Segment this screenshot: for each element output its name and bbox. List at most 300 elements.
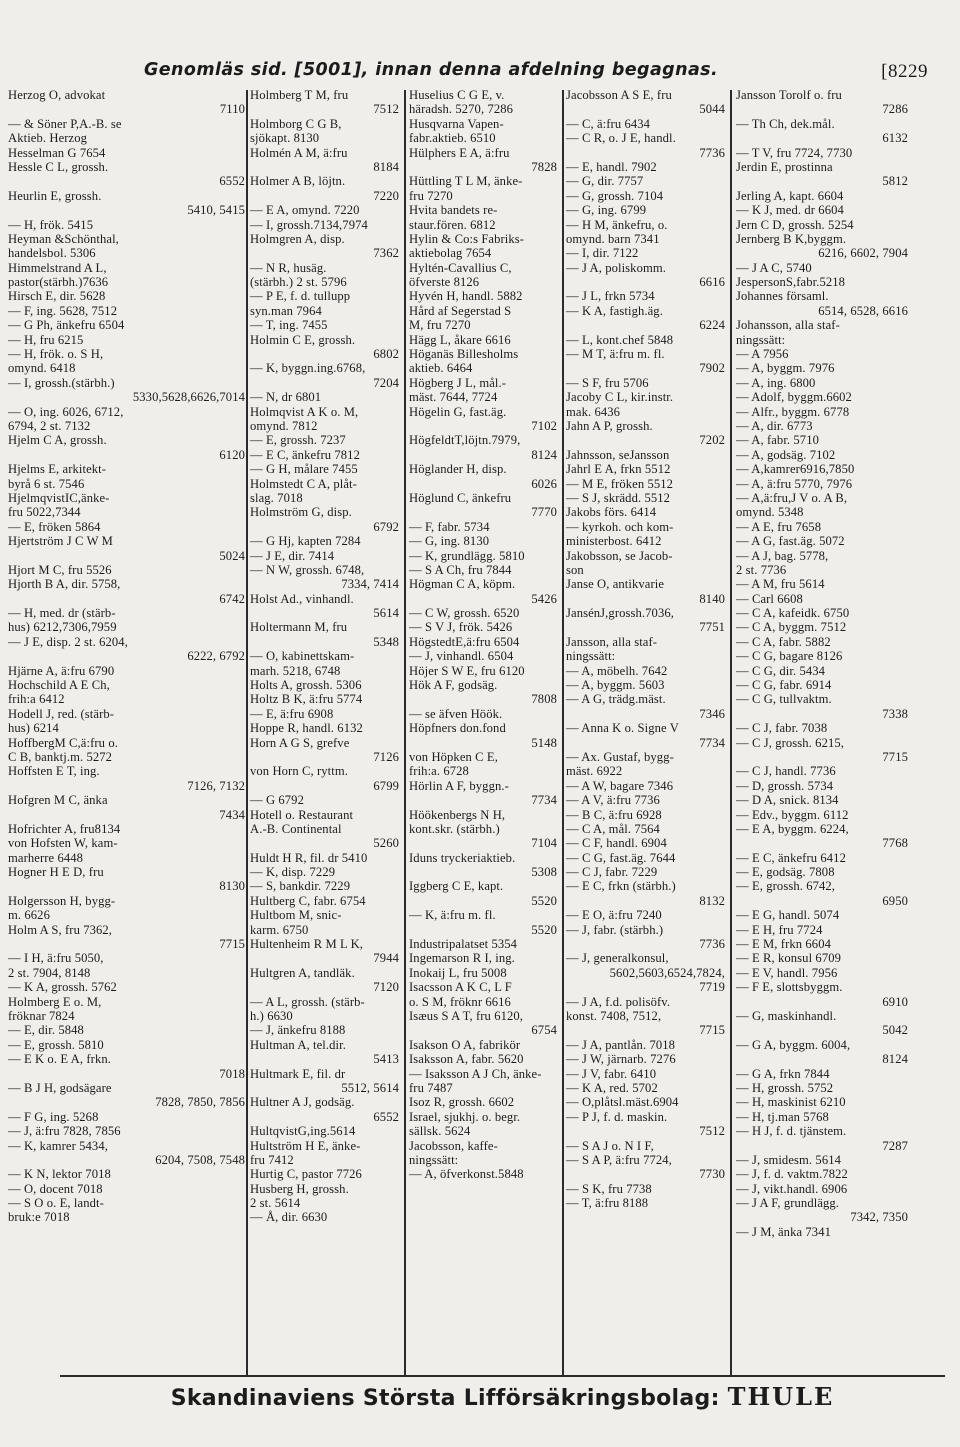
- directory-entry-line: — C W, grossh. 6520: [409, 606, 520, 621]
- directory-entry-line: handelsbol. 5306: [8, 246, 96, 261]
- directory-entry-line: HögfeldtT,löjtn.7979,: [409, 433, 521, 448]
- directory-entry-line: — H, frök. 5415: [8, 217, 94, 232]
- directory-column-4: [564, 88, 729, 1368]
- directory-entry-line: — A, dir. 6773: [736, 418, 813, 433]
- directory-entry-line: Hjertström J C W M: [8, 534, 113, 549]
- directory-entry-line: 5330,5628,6626,7014: [132, 390, 245, 405]
- footer-advertisement: [60, 1382, 945, 1418]
- directory-entry-line: — J, änkefru 8188: [250, 1023, 346, 1038]
- directory-entry-line: — Carl 6608: [736, 591, 803, 606]
- directory-entry-line: Höglund C, änkefru: [409, 490, 512, 505]
- directory-entry-line: HoffbergM C,ä:fru o.: [8, 735, 118, 750]
- directory-entry-line: Hyvén H, handl. 5882: [409, 289, 523, 304]
- directory-entry-line: — se äfven Höök.: [409, 706, 503, 721]
- directory-entry-line: Hylin & Co:s Fabriks-: [409, 231, 525, 246]
- directory-entry-line: 5148: [531, 735, 557, 750]
- directory-entry-line: — E A, byggm. 6224,: [736, 821, 849, 836]
- directory-entry-line: Iggberg C E, kapt.: [409, 879, 504, 894]
- directory-entry-line: — S V J, frök. 5426: [409, 620, 513, 635]
- directory-entry-line: 6132: [882, 131, 908, 146]
- directory-entry-line: Himmelstrand A L,: [8, 260, 107, 275]
- directory-entry-line: Hvita bandets re-: [409, 203, 498, 218]
- directory-entry-line: 7126: [373, 749, 399, 764]
- directory-entry-line: aktieb. 6464: [409, 361, 473, 376]
- directory-entry-line: — G 6792: [250, 793, 304, 808]
- directory-entry-line: 7362: [373, 246, 399, 261]
- directory-entry-line: 7751: [699, 620, 725, 635]
- directory-entry-line: — A G, fast.äg. 5072: [736, 534, 845, 549]
- directory-entry-line: 7342, 7350: [850, 1210, 908, 1225]
- directory-entry-line: 2 st. 7904, 8148: [8, 965, 91, 980]
- directory-entry-line: Hesselman G 7654: [8, 145, 106, 160]
- directory-entry-line: 7338: [882, 706, 908, 721]
- directory-entry-line: Jacoby C L, kir.instr.: [566, 390, 674, 405]
- directory-entry-line: — T V, fru 7724, 7730: [736, 145, 853, 160]
- directory-entry-line: marherre 6448: [8, 850, 84, 865]
- directory-entry-line: 6204, 7508, 7548: [155, 1152, 245, 1167]
- directory-entry-line: Hofgren M C, änka: [8, 793, 108, 808]
- directory-entry-line: Holmborg C G B,: [250, 116, 342, 131]
- directory-entry-line: 2 st. 5614: [250, 1196, 301, 1211]
- directory-entry-line: — A M, fru 5614: [736, 577, 825, 592]
- directory-entry-line: 7736: [699, 145, 725, 160]
- directory-entry-line: — J W, järnarb. 7276: [566, 1052, 676, 1067]
- directory-entry-line: Hessle C L, grossh.: [8, 159, 109, 174]
- directory-entry-line: — Adolf, byggm.6602: [736, 390, 852, 405]
- directory-entry-line: — D, grossh. 5734: [736, 778, 834, 793]
- directory-entry-line: Hultner A J, godsäg.: [250, 1095, 355, 1110]
- directory-entry-line: — C J, handl. 7736: [736, 764, 836, 779]
- directory-entry-line: Holts A, grossh. 5306: [250, 678, 362, 693]
- directory-entry-line: Jansson, alla staf-: [566, 634, 658, 649]
- directory-entry-line: — S F, fru 5706: [566, 375, 649, 390]
- directory-entry-line: — A G, trädg.mäst.: [566, 692, 666, 707]
- directory-entry-line: fabr.aktieb. 6510: [409, 131, 496, 146]
- directory-entry-line: Hjelm C A, grossh.: [8, 433, 107, 448]
- directory-entry-line: — J, fabr. (stärbh.): [566, 922, 664, 937]
- directory-entry-line: — J A F, grundlägg.: [736, 1196, 840, 1211]
- directory-entry-line: Holst Ad., vinhandl.: [250, 591, 354, 606]
- directory-entry-line: Husqvarna Vapen-: [409, 116, 504, 131]
- directory-entry-line: 7204: [373, 375, 399, 390]
- directory-entry-line: 6742: [219, 591, 245, 606]
- directory-entry-line: — Å, dir. 6630: [250, 1210, 328, 1225]
- directory-entry-line: Holtermann M, fru: [250, 620, 348, 635]
- directory-entry-line: — E A, omynd. 7220: [250, 203, 360, 218]
- directory-entry-line: 5512, 5614: [341, 1080, 399, 1095]
- directory-entry-line: — J V, fabr. 6410: [566, 1066, 657, 1081]
- directory-entry-line: — J, vinhandl. 6504: [409, 649, 514, 664]
- directory-entry-line: — C G, fabr. 6914: [736, 678, 832, 693]
- directory-entry-line: Hülphers E A, ä:fru: [409, 145, 510, 160]
- directory-entry-line: — E, godsäg. 7808: [736, 865, 835, 880]
- directory-entry-line: — H J, f. d. tjänstem.: [736, 1124, 847, 1139]
- directory-entry-line: — A,ä:fru,J V o. A B,: [736, 490, 848, 505]
- directory-entry-line: 6552: [373, 1109, 399, 1124]
- directory-entry-line: — F, ing. 5628, 7512: [8, 303, 118, 318]
- directory-entry-line: Högman C A, köpm.: [409, 577, 516, 592]
- directory-entry-line: frih:a 6412: [8, 692, 65, 707]
- directory-entry-line: o. S M, fröknr 6616: [409, 994, 511, 1009]
- directory-entry-line: HultqvistG,ing.5614: [250, 1124, 356, 1139]
- directory-entry-line: 7512: [699, 1124, 725, 1139]
- directory-entry-line: — S O o. E, landt-: [8, 1196, 104, 1211]
- directory-entry-line: 8140: [699, 591, 725, 606]
- directory-entry-line: — C A, byggm. 7512: [736, 620, 847, 635]
- directory-entry-line: — A, godsäg. 7102: [736, 447, 836, 462]
- directory-entry-line: omynd. 6418: [8, 361, 76, 376]
- directory-entry-line: Hjelms E, arkitekt-: [8, 462, 107, 477]
- directory-entry-line: — B J H, godsägare: [8, 1080, 112, 1095]
- directory-entry-line: sjökapt. 8130: [250, 131, 320, 146]
- directory-entry-line: fru 7487: [409, 1080, 453, 1095]
- directory-entry-line: Jern C D, grossh. 5254: [736, 217, 854, 232]
- directory-entry-line: kont.skr. (stärbh.): [409, 821, 500, 836]
- directory-entry-line: 7434: [219, 807, 245, 822]
- directory-entry-line: 7102: [531, 418, 557, 433]
- directory-entry-line: Isoz R, grossh. 6602: [409, 1095, 515, 1110]
- directory-entry-line: Heyman &Schönthal,: [8, 231, 119, 246]
- directory-entry-line: 5410, 5415: [187, 203, 245, 218]
- directory-entry-line: 7736: [699, 937, 725, 952]
- directory-entry-line: Hoppe R, handl. 6132: [250, 721, 363, 736]
- directory-column-1: [0, 88, 245, 1368]
- directory-entry-line: 7902: [699, 361, 725, 376]
- directory-entry-line: — Isaksson A J Ch, änke-: [409, 1066, 542, 1081]
- directory-entry-line: 6224: [699, 318, 725, 333]
- directory-entry-line: 7220: [373, 188, 399, 203]
- directory-entry-line: omynd. 5348: [736, 505, 804, 520]
- directory-entry-line: — P J, f. d. maskin.: [566, 1109, 668, 1124]
- directory-entry-line: 5024: [219, 548, 245, 563]
- directory-entry-line: Hurtig C, pastor 7726: [250, 1167, 362, 1182]
- directory-entry-line: Holmgren A, disp.: [250, 231, 345, 246]
- directory-entry-line: — A, öfverkonst.5848: [409, 1167, 524, 1182]
- directory-entry-line: — E G, handl. 5074: [736, 908, 840, 923]
- directory-entry-line: A.-B. Continental: [250, 821, 342, 836]
- directory-entry-line: — I, dir. 7122: [566, 246, 639, 261]
- directory-entry-line: Isacsson A K C, L F: [409, 980, 512, 995]
- directory-entry-line: Aktieb. Herzog: [8, 131, 88, 146]
- directory-entry-line: — E K o. E A, frkn.: [8, 1052, 111, 1067]
- directory-entry-line: — G, ing. 6799: [566, 203, 647, 218]
- directory-entry-line: HjelmqvistIC,änke-: [8, 490, 110, 505]
- directory-entry-line: 7287: [882, 1138, 908, 1153]
- directory-entry-line: Hultbom M, snic-: [250, 908, 342, 923]
- directory-entry-line: — kyrkoh. och kom-: [566, 519, 674, 534]
- directory-entry-line: — A, byggm. 7976: [736, 361, 835, 376]
- directory-entry-line: 6792: [373, 519, 399, 534]
- directory-entry-line: Höglander H, disp.: [409, 462, 507, 477]
- directory-entry-line: Holmer A B, löjtn.: [250, 174, 346, 189]
- directory-entry-line: — K N, lektor 7018: [8, 1167, 111, 1182]
- directory-entry-line: Jacobsson, kaffe-: [409, 1138, 498, 1153]
- directory-entry-line: Ingemarson R I, ing.: [409, 951, 515, 966]
- directory-entry-line: 6794, 2 st. 7132: [8, 418, 91, 433]
- directory-entry-line: 6910: [882, 994, 908, 1009]
- directory-entry-line: — C A, mål. 7564: [566, 821, 660, 836]
- directory-entry-line: 6120: [219, 447, 245, 462]
- directory-entry-line: mäst. 6922: [566, 764, 623, 779]
- directory-entry-line: — Alfr., byggm. 6778: [736, 404, 850, 419]
- directory-entry-line: Holm A S, fru 7362,: [8, 922, 113, 937]
- directory-entry-line: 7768: [882, 836, 908, 851]
- directory-entry-line: — J, vikt.handl. 6906: [736, 1181, 848, 1196]
- directory-entry-line: 6950: [882, 893, 908, 908]
- directory-entry-line: 5520: [531, 922, 557, 937]
- directory-entry-line: Horn A G S, grefve: [250, 735, 350, 750]
- directory-entry-line: 5413: [373, 1052, 399, 1067]
- directory-entry-line: 7734: [699, 735, 725, 750]
- directory-entry-line: — F G, ing. 5268: [8, 1109, 99, 1124]
- directory-entry-line: Holtz B K, ä:fru 5774: [250, 692, 363, 707]
- directory-entry-line: — H, med. dr (stärb-: [8, 606, 116, 621]
- directory-entry-line: 7126, 7132: [187, 778, 245, 793]
- directory-entry-line: Hök A F, godsäg.: [409, 678, 498, 693]
- directory-entry-line: Jahrl E A, frkn 5512: [566, 462, 671, 477]
- directory-entry-line: — E M, frkn 6604: [736, 937, 831, 952]
- page-number: [8229: [881, 61, 928, 82]
- directory-entry-line: Höganäs Billesholms: [409, 347, 519, 362]
- directory-entry-line: JansénJ,grossh.7036,: [566, 606, 674, 621]
- directory-entry-line: 7944: [373, 951, 399, 966]
- directory-entry-line: — I, grossh.(stärbh.): [8, 375, 115, 390]
- directory-entry-line: Höjer S W E, fru 6120: [409, 663, 525, 678]
- directory-entry-line: Jerdin E, prostinna: [736, 159, 833, 174]
- directory-entry-line: — N, dr 6801: [250, 390, 322, 405]
- directory-entry-line: 6616: [699, 275, 725, 290]
- directory-entry-line: Hultberg C, fabr. 6754: [250, 893, 366, 908]
- directory-entry-line: Janse O, antikvarie: [566, 577, 665, 592]
- directory-entry-line: Hultmark E, fil. dr: [250, 1066, 346, 1081]
- directory-entry-line: m. 6626: [8, 908, 50, 923]
- directory-entry-line: h.) 6630: [250, 1009, 293, 1023]
- directory-entry-line: mäst. 7644, 7724: [409, 390, 498, 405]
- directory-entry-line: — A, fabr. 5710: [736, 433, 820, 448]
- directory-entry-line: Holmstedt C A, plåt-: [250, 476, 357, 491]
- directory-entry-line: ministerbost. 6412: [566, 534, 662, 549]
- directory-entry-line: Industripalatset 5354: [409, 937, 518, 952]
- directory-entry-line: — Ax. Gustaf, bygg-: [566, 749, 674, 764]
- directory-entry-line: sällsk. 5624: [409, 1124, 471, 1139]
- directory-entry-line: — C G, tullvaktm.: [736, 692, 832, 707]
- directory-entry-line: 5614: [373, 606, 399, 621]
- directory-entry-line: — L, kont.chef 5848: [566, 332, 674, 347]
- directory-entry-line: 7715: [219, 937, 245, 952]
- directory-entry-line: frih:a. 6728: [409, 764, 469, 779]
- directory-entry-line: — K J, med. dr 6604: [736, 203, 844, 218]
- directory-entry-line: Isaksson A, fabr. 5620: [409, 1052, 524, 1067]
- directory-entry-line: staur.fören. 6812: [409, 217, 496, 232]
- directory-entry-line: — A, ä:fru 5770, 7976: [736, 476, 853, 491]
- directory-entry-line: — O, ing. 6026, 6712,: [8, 404, 124, 419]
- directory-entry-line: 5812: [882, 174, 908, 189]
- directory-entry-line: — T, ing. 7455: [250, 318, 328, 333]
- directory-entry-line: Jakobs förs. 6414: [566, 505, 657, 520]
- directory-entry-line: — S J, skrädd. 5512: [566, 490, 671, 505]
- directory-entry-line: Jerling A, kapt. 6604: [736, 188, 844, 203]
- directory-entry-line: Hüttling T L M, änke-: [409, 174, 523, 189]
- directory-entry-line: — A V, ä:fru 7736: [566, 793, 660, 808]
- directory-entry-line: — K A, red. 5702: [566, 1080, 658, 1095]
- directory-entry-line: 8184: [373, 159, 399, 174]
- directory-entry-line: 6514, 6528, 6616: [818, 303, 908, 318]
- directory-entry-line: fru 7270: [409, 188, 453, 203]
- directory-entry-line: son: [566, 562, 584, 577]
- footer-text: Skandinaviens Största Lifförsäkringsbolag:: [170, 1386, 720, 1411]
- directory-entry-line: Hirsch E, dir. 5628: [8, 289, 106, 304]
- directory-entry-line: — E, grossh. 7237: [250, 433, 346, 448]
- directory-entry-line: 7104: [531, 836, 557, 851]
- directory-entry-line: — F E, slottsbyggm.: [736, 980, 843, 995]
- directory-entry-line: 6802: [373, 347, 399, 362]
- directory-entry-line: — E V, handl. 7956: [736, 965, 838, 980]
- directory-entry-line: — E, grossh. 6742,: [736, 879, 836, 894]
- directory-entry-line: Hultgren A, tandläk.: [250, 965, 355, 980]
- directory-entry-line: 5348: [373, 634, 399, 649]
- directory-entry-line: — N R, husäg.: [250, 260, 327, 275]
- directory-entry-line: — C G, bagare 8126: [736, 649, 843, 664]
- directory-entry-line: 7715: [882, 749, 908, 764]
- page-header: [60, 56, 940, 86]
- directory-entry-line: Hultenheim R M L K,: [250, 937, 364, 952]
- directory-entry-line: — S K, fru 7738: [566, 1181, 652, 1196]
- directory-entry-line: 7512: [373, 102, 399, 117]
- directory-entry-line: ningssätt:: [566, 649, 616, 664]
- directory-entry-line: Hägg L, åkare 6616: [409, 332, 511, 347]
- directory-entry-line: — J E, dir. 7414: [250, 548, 335, 563]
- directory-entry-line: M, fru 7270: [409, 318, 471, 333]
- directory-entry-line: 7110: [219, 102, 245, 117]
- directory-entry-line: pastor(stärbh.)7636: [8, 275, 109, 290]
- directory-entry-line: 6552: [219, 174, 245, 189]
- directory-entry-line: — E, dir. 5848: [8, 1023, 84, 1038]
- header-notice: Genomläs sid. [5001], innan denna afdelning begagnas.: [144, 60, 719, 80]
- directory-entry-line: Hultman A, tel.dir.: [250, 1037, 346, 1052]
- footer-brand: THULE: [727, 1382, 835, 1411]
- directory-entry-line: Hotell o. Restaurant: [250, 807, 354, 822]
- directory-entry-line: — A W, bagare 7346: [566, 778, 674, 793]
- directory-entry-line: Israel, sjukhj. o. begr.: [409, 1109, 521, 1124]
- directory-entry-line: Jakobsson, se Jacob-: [566, 548, 673, 563]
- directory-entry-line: Hörlin A F, byggn.-: [409, 778, 509, 793]
- directory-entry-line: — A 7956: [736, 347, 789, 362]
- directory-entry-line: — T, ä:fru 8188: [566, 1196, 649, 1211]
- directory-entry-line: 8132: [699, 893, 725, 908]
- directory-entry-line: Holmberg E o. M,: [8, 994, 102, 1009]
- directory-entry-line: — J, smidesm. 5614: [736, 1152, 842, 1167]
- directory-entry-line: C B, banktj.m. 5272: [8, 749, 113, 764]
- directory-entry-line: — J L, frkn 5734: [566, 289, 655, 304]
- directory-entry-line: 7808: [531, 692, 557, 707]
- directory-entry-line: — & Söner P,A.-B. se: [8, 116, 122, 131]
- directory-entry-line: mak. 6436: [566, 404, 621, 419]
- directory-entry-line: marh. 5218, 6748: [250, 663, 341, 678]
- directory-entry-line: — E H, fru 7724: [736, 922, 823, 937]
- directory-entry-line: von Hofsten W, kam-: [8, 836, 118, 851]
- directory-entry-line: Höpfners don.fond: [409, 721, 506, 736]
- directory-entry-line: — I H, ä:fru 5050,: [8, 951, 104, 966]
- directory-entry-line: 5520: [531, 893, 557, 908]
- directory-entry-line: 7334, 7414: [341, 577, 399, 592]
- directory-entry-line: Holmén A M, ä:fru: [250, 145, 348, 160]
- directory-entry-line: Jahnsson, seJansson: [566, 447, 670, 462]
- directory-entry-line: Husberg H, grossh.: [250, 1181, 349, 1196]
- directory-entry-line: Hjort M C, fru 5526: [8, 562, 112, 577]
- directory-column-5: [732, 88, 912, 1368]
- directory-entry-line: — S A P, ä:fru 7724,: [566, 1152, 672, 1167]
- directory-entry-line: — Anna K o. Signe V: [566, 721, 679, 736]
- directory-entry-line: — J, ä:fru 7828, 7856: [8, 1124, 121, 1139]
- directory-column-3: [406, 88, 561, 1368]
- directory-entry-line: Högberg J L, mål.-: [409, 375, 507, 390]
- directory-entry-line: 6216, 6602, 7904: [818, 246, 908, 261]
- directory-entry-line: — H, fru 6215: [8, 332, 84, 347]
- directory-entry-line: — O, kabinettskam-: [250, 649, 355, 664]
- directory-entry-line: Iduns tryckeriaktieb.: [409, 850, 516, 865]
- directory-entry-line: 5042: [882, 1023, 908, 1038]
- directory-entry-line: — N W, grossh. 6748,: [250, 562, 365, 577]
- directory-entry-line: fru 7412: [250, 1152, 294, 1167]
- directory-entry-line: — J A, f.d. polisöfv.: [566, 994, 671, 1009]
- directory-entry-line: — E, handl. 7902: [566, 159, 657, 174]
- directory-entry-line: — K, ä:fru m. fl.: [409, 908, 496, 923]
- directory-column-2: [248, 88, 403, 1368]
- directory-entry-line: 5044: [699, 102, 725, 117]
- directory-entry-line: — F, fabr. 5734: [409, 519, 490, 534]
- directory-entry-line: aktiebolag 7654: [409, 246, 492, 261]
- directory-entry-line: — A, ing. 6800: [736, 375, 816, 390]
- directory-entry-line: — H, frök. o. S H,: [8, 347, 104, 362]
- directory-entry-line: hus) 6214: [8, 721, 59, 736]
- directory-entry-line: Hodell J, red. (stärb-: [8, 706, 115, 721]
- directory-entry-line: häradsh. 5270, 7286: [409, 102, 514, 117]
- directory-entry-line: von Höpken C E,: [409, 749, 498, 764]
- directory-entry-line: Hultström H E, änke-: [250, 1138, 361, 1153]
- directory-entry-line: karm. 6750: [250, 922, 309, 937]
- directory-entry-line: — S A Ch, fru 7844: [409, 562, 512, 577]
- directory-entry-line: Holmberg T M, fru: [250, 88, 349, 102]
- directory-entry-line: 7202: [699, 433, 725, 448]
- directory-entry-line: — Th Ch, dek.mål.: [736, 116, 835, 131]
- directory-entry-line: — G, ing. 8130: [409, 534, 490, 549]
- directory-entry-line: — J A C, 5740: [736, 260, 812, 275]
- directory-entry-line: — H, grossh. 5752: [736, 1080, 834, 1095]
- directory-entry-line: — O, docent 7018: [8, 1181, 103, 1196]
- directory-entry-line: — A, möbelh. 7642: [566, 663, 668, 678]
- directory-entry-line: ningssätt:: [409, 1152, 459, 1167]
- directory-entry-line: fröknar 7824: [8, 1009, 75, 1023]
- directory-entry-line: — D A, snick. 8134: [736, 793, 839, 808]
- directory-entry-line: — J A, poliskomm.: [566, 260, 667, 275]
- directory-entry-line: byrå 6 st. 7546: [8, 476, 85, 491]
- directory-entry-line: Hyltén-Cavallius C,: [409, 260, 512, 275]
- directory-entry-line: 7018: [219, 1066, 245, 1081]
- directory-entry-line: — A E, fru 7658: [736, 519, 822, 534]
- directory-entry-line: 7828: [531, 159, 557, 174]
- directory-entry-line: 6799: [373, 778, 399, 793]
- directory-entry-line: — A, byggm. 5603: [566, 678, 665, 693]
- directory-entry-line: Jahn A P, grossh.: [566, 418, 653, 433]
- directory-entry-line: hus) 6212,7306,7959: [8, 620, 117, 635]
- directory-entry-line: — J, generalkonsul,: [566, 951, 669, 966]
- directory-entry-line: 8124: [531, 447, 557, 462]
- directory-entry-line: — E, fröken 5864: [8, 519, 101, 534]
- directory-entry-line: — J E, disp. 2 st. 6204,: [8, 634, 128, 649]
- directory-entry-line: Hjärne A, ä:fru 6790: [8, 663, 115, 678]
- directory-entry-line: HögstedtE,ä:fru 6504: [409, 634, 520, 649]
- directory-entry-line: 7730: [699, 1167, 725, 1182]
